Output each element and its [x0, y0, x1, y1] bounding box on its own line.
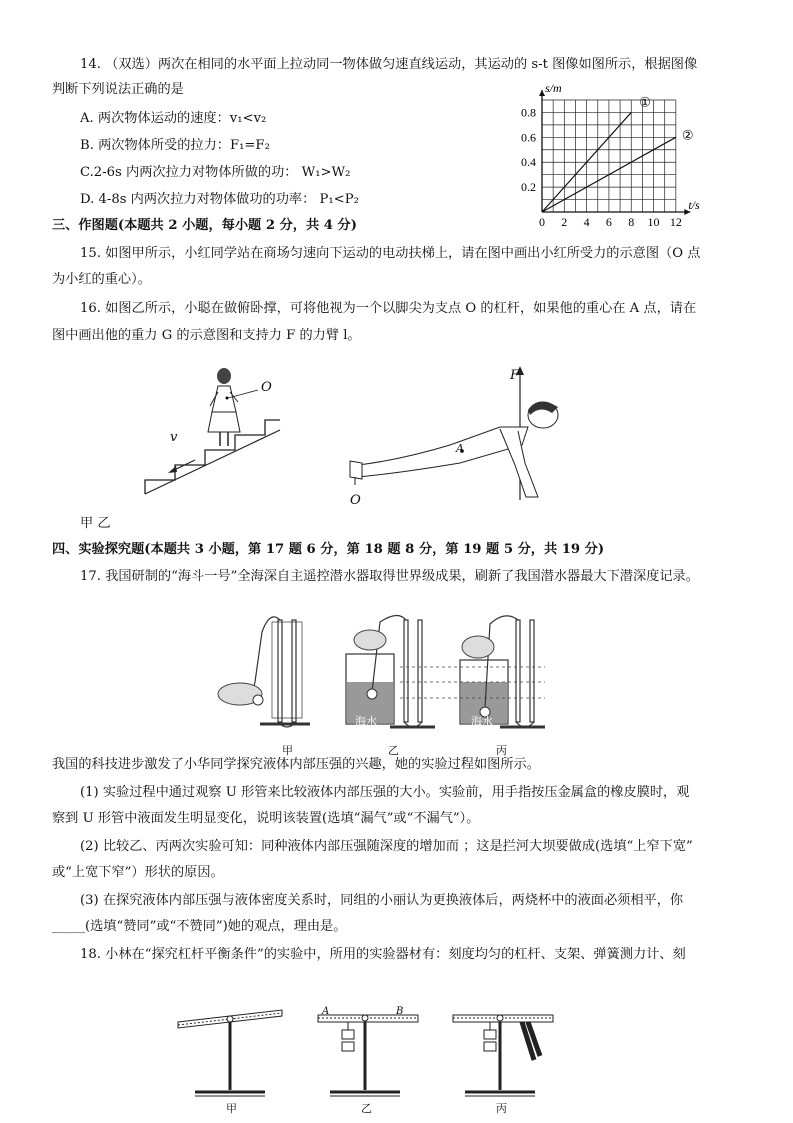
section4-heading: 四、实验探究题(本题共 3 小题，第 17 题 6 分，第 18 题 8 分，第 19 题 5 分，共 19 分) [52, 542, 605, 557]
lever-fig-bing: 丙 [496, 1102, 507, 1115]
s-t-chart [505, 84, 720, 236]
q18-line1: 18. 小林在“探究杠杆平衡条件”的实验中，所用的实验器材有：刻度均匀的杠杆、支架、弹簧测力计、刻 [80, 947, 686, 962]
q15-line1: 15. 如图甲所示，小红同学站在商场匀速向下运动的电动扶梯上，请在图中画出小红所受力的示意图（O 点 [80, 246, 701, 261]
q14-option-d: D. 4-8s 内两次拉力对物体做功的功率： P₁<P₂ [80, 192, 359, 207]
figure-caption-jia-yi: 甲 乙 [80, 516, 111, 531]
y-tick-label: 0.6 [521, 130, 536, 145]
series-label-1: ① [639, 94, 651, 110]
x-axis-label: t/s [688, 198, 700, 212]
x-tick-label: 4 [583, 215, 590, 229]
y-axis-label: s/m [545, 84, 562, 96]
pressure-fig-jia: 甲 [282, 744, 293, 757]
q14-option-b: B. 两次物体所受的拉力：F₁=F₂ [80, 138, 270, 153]
q14-option-a: A. 两次物体运动的速度：v₁<v₂ [80, 111, 267, 126]
y-tick-label: 0.4 [521, 155, 536, 170]
q16-line2: 图中画出他的重力 G 的示意图和支持力 F 的力臂 l。 [52, 328, 361, 343]
x-tick-label: 8 [628, 215, 635, 229]
x-tick-label: 0 [539, 215, 545, 229]
q17-part2-line1: (2) 比较乙、丙两次实验可知：同种液体内部压强随深度的增加而 ；这是拦河大坝要做成(选填“上窄下宽” [80, 839, 693, 854]
q17-part1-line1: (1) 实验过程中通过观察 U 形管来比较液体内部压强的大小。实验前，用手指按压金属盒的橡皮膜时，观 [80, 785, 690, 800]
q17-part3-line1: (3) 在探究液体内部压强与液体密度关系时，同组的小丽认为更换液体后，两烧杯中的液面必须相平，你 [80, 893, 684, 908]
x-tick-label: 6 [605, 215, 612, 229]
label-a: A [456, 442, 464, 455]
water-label-yi: 海水 [355, 715, 377, 728]
water-label-bing: 海水 [471, 715, 493, 728]
q17-line2: 我国的科技进步激发了小华同学探究液体内部压强的兴趣，她的实验过程如图所示。 [52, 757, 540, 772]
q17-part1-line2: 察到 U 形管中液面发生明显变化，说明该装置(选填“漏气”或“不漏气”）。 [52, 811, 480, 826]
x-tick-label: 2 [561, 215, 568, 229]
pressure-fig-bing: 丙 [496, 744, 507, 757]
section3-heading: 三、作图题(本题共 2 小题，每小题 2 分，共 4 分) [52, 218, 357, 233]
q14-option-c: C.2-6s 内两次拉力对物体所做的功： W₁>W₂ [80, 165, 351, 180]
label-f: F [510, 368, 520, 383]
x-tick-label: 12 [669, 215, 682, 229]
q14-stem-line2: 判断下列说法正确的是 [52, 82, 184, 97]
pressure-fig-yi: 乙 [388, 744, 399, 757]
lever-figure [170, 1000, 590, 1110]
label-o-pushup: O [350, 493, 361, 508]
label-o-girl: O [261, 380, 272, 395]
lever-fig-jia: 甲 [226, 1102, 237, 1115]
lever-fig-yi: 乙 [361, 1102, 372, 1115]
q14-stem-line1: 14. （双选）两次在相同的水平面上拉动同一物体做匀速直线运动，其运动的 s-t 图像如图所示，根据图像 [80, 57, 698, 72]
q17-part2-line2: 或“上宽下窄”）形状的原因。 [52, 865, 224, 880]
x-tick-label: 10 [647, 215, 660, 229]
lever-label-a: A [322, 1006, 330, 1017]
q17-part3-line2: _____(选填“赞同”或“不赞同”)她的观点，理由是。 [52, 919, 347, 934]
q15-line2: 为小红的重心）。 [52, 272, 151, 287]
q17-line1: 17. 我国研制的“海斗一号”全海深自主遥控潜水器取得世界级成果，刷新了我国潜水器最大下潜深度记录。 [80, 569, 699, 584]
series-label-2: ② [681, 127, 694, 143]
lever-label-b: B [396, 1006, 404, 1017]
q16-line1: 16. 如图乙所示，小聪在做俯卧撑，可将他视为一个以脚尖为支点 O 的杠杆，如果他的重心在 A 点，请在 [80, 301, 697, 316]
label-v: v [170, 430, 178, 445]
pushup-figure [340, 365, 570, 505]
y-tick-label: 0.8 [521, 105, 536, 120]
y-tick-label: 0.2 [521, 180, 536, 195]
